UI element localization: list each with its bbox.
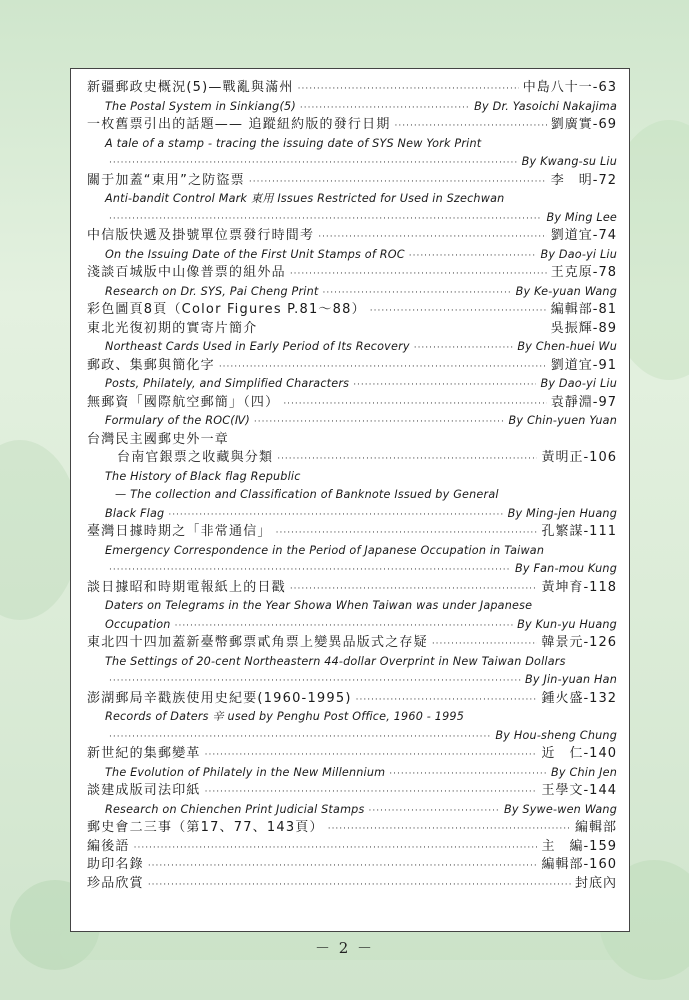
toc-entry[interactable] xyxy=(87,172,617,191)
toc-entry[interactable] xyxy=(87,468,617,487)
toc-entry-title: Records of Daters 辛 used by Penghu Post Office, 1960 - 1995 xyxy=(105,710,465,723)
toc-entry-author-page: By Dao-yi Liu xyxy=(540,247,617,261)
leader-dots xyxy=(300,99,470,117)
toc-entry-title: 關于加蓋“東用”之防盜票 xyxy=(87,172,245,188)
toc-entry[interactable] xyxy=(87,375,617,394)
leader-dots xyxy=(175,617,513,635)
toc-entry[interactable] xyxy=(87,745,617,764)
leader-dots xyxy=(369,802,500,820)
toc-entry-title: The History of Black flag Republic xyxy=(105,469,301,483)
toc-entry-author-page: 黃明正-106 xyxy=(541,450,617,465)
leader-dots xyxy=(109,154,518,172)
toc-entry[interactable] xyxy=(87,98,617,117)
toc-entry[interactable] xyxy=(87,246,617,265)
leader-dots xyxy=(323,284,512,302)
toc-entry-author-page: 王克原-78 xyxy=(550,265,617,280)
leader-dots xyxy=(298,80,519,98)
toc-entry-title: Formulary of the ROC(Ⅳ) xyxy=(105,414,250,427)
toc-entry-author-page: 主 編-159 xyxy=(541,838,617,854)
leader-dots xyxy=(205,746,538,764)
toc-entry-author-page: 近 仁-140 xyxy=(541,746,617,761)
toc-entry-title: 台南官銀票之收藏與分類 xyxy=(117,450,274,465)
toc-entry-title: 東北光復初期的實寄片簡介 xyxy=(87,320,258,336)
toc-entry[interactable] xyxy=(87,579,617,598)
toc-entry[interactable] xyxy=(87,301,617,320)
toc-entry[interactable] xyxy=(87,523,617,542)
toc-entry-author-page: By Chin-yuen Yuan xyxy=(508,414,617,427)
toc-entry[interactable] xyxy=(87,690,617,709)
toc-entry-author-page: By Dr. Yasoichi Nakajima xyxy=(474,99,617,113)
toc-entry-author-page: 鍾火盛-132 xyxy=(541,690,617,706)
toc-entry[interactable] xyxy=(87,634,617,653)
toc-entry-title: Northeast Cards Used in Early Period of Its Recovery xyxy=(105,340,410,353)
toc-entry[interactable] xyxy=(87,819,617,838)
toc-entry[interactable] xyxy=(87,801,617,820)
table-of-contents xyxy=(70,68,630,932)
toc-entry[interactable] xyxy=(87,135,617,154)
toc-entry-author-page: By Chin Jen xyxy=(551,765,617,779)
toc-entry-author-page: 編輯部 xyxy=(574,820,617,835)
leader-dots xyxy=(134,839,538,857)
toc-entry[interactable] xyxy=(87,412,617,431)
toc-entry-title: Research on Chienchen Print Judicial Stamps xyxy=(105,802,365,816)
toc-entry-title: 談建成版司法印紙 xyxy=(87,783,201,798)
toc-entry-title: Anti-bandit Control Mark 東用 Issues Restricted for Used in Szechwan xyxy=(105,192,505,205)
toc-entry-author-page: 劉道宜-91 xyxy=(550,357,617,373)
toc-entry[interactable] xyxy=(87,320,617,339)
toc-entry-title: Occupation xyxy=(105,617,171,631)
leader-dots xyxy=(249,173,547,191)
toc-entry-title: 一枚舊票引出的話題—— 追蹤紐約版的發行日期 xyxy=(87,117,391,132)
toc-entry[interactable] xyxy=(87,597,617,616)
toc-entry-author-page: 黃坤育-118 xyxy=(541,579,617,595)
leader-dots xyxy=(389,765,547,783)
leader-dots xyxy=(318,228,547,246)
toc-entry[interactable] xyxy=(87,79,617,98)
toc-entry-author-page: By Jin-yuan Han xyxy=(525,673,617,686)
toc-entry-title: 郵政、集郵與簡化字 xyxy=(87,357,215,373)
page-number: － 2 － xyxy=(314,939,375,957)
toc-entry[interactable] xyxy=(87,394,617,413)
toc-entry[interactable] xyxy=(87,338,617,357)
toc-entry-title: 談日據昭和時期電報紙上的日戳 xyxy=(87,579,286,595)
leader-dots xyxy=(276,524,538,542)
toc-entry[interactable] xyxy=(87,856,617,875)
toc-entry[interactable] xyxy=(87,227,617,246)
toc-entry[interactable] xyxy=(87,116,617,135)
toc-entry[interactable] xyxy=(87,708,617,727)
toc-entry-author-page: 編輯部-160 xyxy=(541,857,617,872)
toc-entry-author-page: 封底內 xyxy=(574,875,617,891)
toc-entry-title: The Postal System in Sinkiang(5) xyxy=(105,99,296,113)
toc-entry-author-page: 編輯部-81 xyxy=(550,302,617,317)
leader-dots xyxy=(168,506,503,524)
toc-entry-title: Research on Dr. SYS, Pai Cheng Print xyxy=(105,284,319,298)
toc-entry-title: 助印名錄 xyxy=(87,857,144,872)
toc-entry-title: A tale of a stamp - tracing the issuing date of SYS New York Print xyxy=(105,136,482,150)
toc-entry[interactable] xyxy=(87,153,617,172)
toc-entry-title: Posts, Philately, and Simplified Characters xyxy=(105,377,350,390)
toc-entry-title: Emergency Correspondence in the Period of Japanese Occupation in Taiwan xyxy=(105,543,545,557)
toc-entry-title: 新世紀的集郵變革 xyxy=(87,746,201,761)
toc-entry-author-page: 劉道宜-74 xyxy=(550,228,617,243)
toc-entry[interactable] xyxy=(87,264,617,283)
leader-dots xyxy=(370,302,547,320)
toc-entry[interactable] xyxy=(87,653,617,672)
toc-entry[interactable] xyxy=(87,671,617,690)
toc-entry-title: 彩色圖頁8頁（Color Figures P.81～88） xyxy=(87,302,366,317)
toc-entry[interactable] xyxy=(87,209,617,228)
toc-entry-title: 臺灣日據時期之「非常通信」 xyxy=(87,524,272,539)
toc-entry-author-page: By Ming-jen Huang xyxy=(507,506,617,520)
toc-entry[interactable] xyxy=(87,486,617,505)
toc-entry-title: 台灣民主國郵史外一章 xyxy=(87,431,230,447)
toc-entry-author-page: 孔繁謀-111 xyxy=(541,524,617,539)
toc-entry-title: 中信版快遞及掛號單位票發行時間考 xyxy=(87,228,315,243)
toc-entry-title: The Evolution of Philately in the New Millennium xyxy=(105,765,386,779)
toc-entry-author-page: By Sywe-wen Wang xyxy=(503,802,617,816)
toc-entry[interactable] xyxy=(87,764,617,783)
toc-entry-title: 編後語 xyxy=(87,838,130,854)
leader-dots xyxy=(356,691,538,709)
toc-entry-author-page: 吳振輝-89 xyxy=(550,320,617,336)
toc-entry-author-page: By Fan-mou Kung xyxy=(515,562,617,575)
leader-dots xyxy=(353,376,536,394)
toc-entry-author-page: By Ming Lee xyxy=(546,210,617,224)
toc-entry-title: 無郵資「國際航空郵簡」（四） xyxy=(87,394,280,410)
leader-dots xyxy=(109,561,511,579)
toc-entry-title: 淺談百城版中山像普票的組外品 xyxy=(87,265,286,280)
leader-dots xyxy=(432,635,538,653)
toc-entry[interactable] xyxy=(87,560,617,579)
toc-entry[interactable] xyxy=(87,449,617,468)
toc-entry-title: 新疆郵政史概況(5)—戰亂與滿州 xyxy=(87,80,294,95)
toc-entry-author-page: 劉廣實-69 xyxy=(550,117,617,132)
toc-entry[interactable] xyxy=(87,875,617,894)
toc-entry[interactable] xyxy=(87,542,617,561)
leader-dots xyxy=(148,857,538,875)
toc-entry-author-page: By Chen-huei Wu xyxy=(517,340,617,353)
toc-entry[interactable] xyxy=(87,727,617,746)
toc-entry-author-page: By Ke-yuan Wang xyxy=(515,284,617,298)
leader-dots xyxy=(395,117,547,135)
toc-entry[interactable] xyxy=(87,838,617,857)
toc-entry[interactable] xyxy=(87,616,617,635)
toc-entry-author-page: 中島八十一-63 xyxy=(522,80,617,95)
toc-entry-title: 東北四十四加蓋新臺幣郵票貳角票上變異品版式之存疑 xyxy=(87,635,428,650)
toc-entry[interactable] xyxy=(87,357,617,376)
toc-entry-author-page: By Kwang-su Liu xyxy=(521,155,617,168)
toc-entry[interactable] xyxy=(87,505,617,524)
toc-entry-title: 郵史會二三事（第17、77、143頁） xyxy=(87,820,324,835)
leader-dots xyxy=(219,358,547,376)
leader-dots xyxy=(290,265,547,283)
toc-entry-author-page: 袁靜淵-97 xyxy=(550,394,617,410)
leader-dots xyxy=(290,580,538,598)
leader-dots xyxy=(283,395,546,413)
toc-entry-title: The Settings of 20-cent Northeastern 44-dollar Overprint in New Taiwan Dollars xyxy=(105,654,566,668)
toc-entry-author-page: 李 明-72 xyxy=(550,172,617,188)
toc-entry[interactable] xyxy=(87,782,617,801)
toc-entry[interactable] xyxy=(87,190,617,209)
leader-dots xyxy=(277,450,537,468)
toc-entry-author-page: By Dao-yi Liu xyxy=(540,377,617,390)
leader-dots xyxy=(328,820,571,838)
toc-entry-author-page: By Hou-sheng Chung xyxy=(495,728,617,742)
toc-entry-title: — The collection and Classification of Banknote Issued by General xyxy=(115,488,499,501)
leader-dots xyxy=(109,728,491,746)
toc-entry-title: Daters on Telegrams in the Year Showa When Taiwan was under Japanese xyxy=(105,599,533,612)
toc-entry-author-page: By Kun-yu Huang xyxy=(517,617,617,631)
toc-entry[interactable] xyxy=(87,283,617,302)
leader-dots xyxy=(148,876,571,894)
toc-entry-title: On the Issuing Date of the First Unit Stamps of ROC xyxy=(105,247,405,261)
toc-entry-title: 澎湖郵局辛戳族使用史紀要(1960-1995) xyxy=(87,690,352,706)
leader-dots xyxy=(414,339,514,357)
leader-dots xyxy=(109,210,542,228)
leader-dots xyxy=(109,672,521,690)
toc-entry-author-page: 王學文-144 xyxy=(541,783,617,798)
leader-dots xyxy=(409,247,537,265)
toc-entry[interactable] xyxy=(87,431,617,450)
toc-entry-author-page: 韓景元-126 xyxy=(541,635,617,650)
toc-entry-title: Black Flag xyxy=(105,506,165,520)
leader-dots xyxy=(205,783,538,801)
leader-dots xyxy=(254,413,505,431)
toc-entry-title: 珍品欣賞 xyxy=(87,875,144,891)
